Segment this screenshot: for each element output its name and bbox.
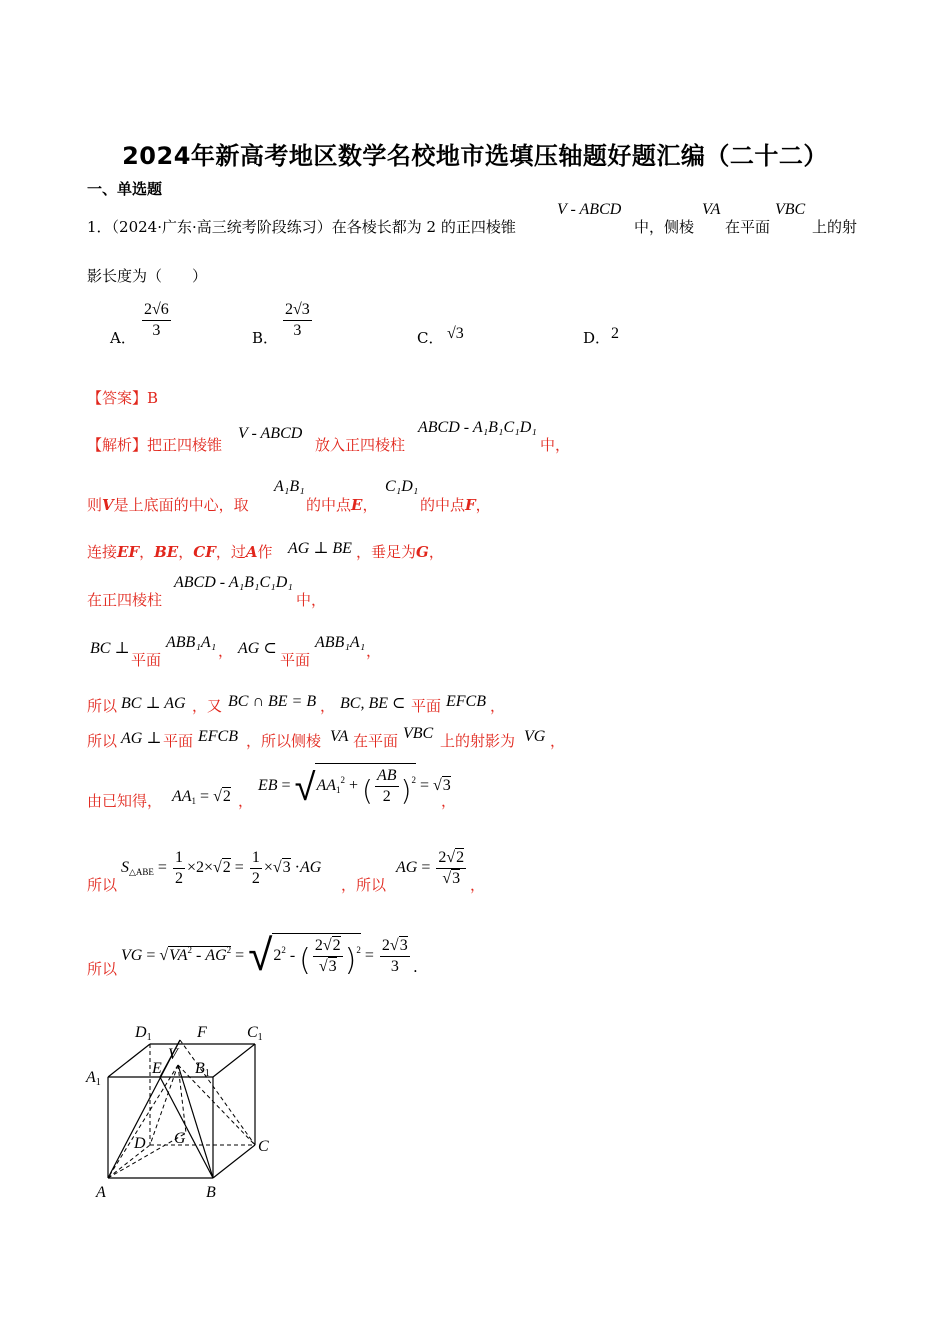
expr: BC, BE ⊂ bbox=[340, 695, 406, 712]
geometry-figure bbox=[80, 1015, 290, 1210]
edge-a1d1 bbox=[108, 1044, 150, 1077]
edge-va bbox=[108, 1065, 178, 1178]
analysis-text: . bbox=[413, 958, 418, 976]
analysis-text: 的中点F， bbox=[420, 496, 491, 514]
label-d: D bbox=[134, 1135, 146, 1152]
analysis-text: 平面 bbox=[131, 651, 162, 669]
expr: EFCB bbox=[198, 728, 238, 745]
analysis-text: 上的射影为 bbox=[440, 732, 516, 750]
expr-plane: VBC bbox=[775, 201, 806, 218]
option-b-value: $\frac{2√3}{3}$ bbox=[285, 301, 310, 339]
expr-edge: VA bbox=[702, 201, 721, 218]
analysis-text: 平面 bbox=[163, 732, 194, 750]
label-c: C bbox=[258, 1138, 269, 1155]
analysis-text: ， bbox=[490, 697, 506, 715]
question-line-2: 影长度为（ ） bbox=[87, 267, 208, 285]
answer-tag: 【答案】 bbox=[87, 389, 148, 407]
analysis-text: 中， bbox=[296, 591, 327, 609]
expr: ABCD - A₁B₁C₁D₁ bbox=[418, 419, 537, 436]
expr: EFCB bbox=[446, 693, 486, 710]
expr-pyramid: V - ABCD bbox=[557, 201, 622, 218]
analysis-line-9: 所以 bbox=[87, 876, 118, 894]
expr-aa1: $AA_1 = √2$ bbox=[172, 788, 231, 806]
expr-area: $S_{\triangle ABE}$ = $\frac{1}{2}$ ×2×√2 = $\frac{1}{2}$ ×√3 ·AG bbox=[121, 849, 322, 887]
expr: ABCD - A₁B₁C₁D₁ bbox=[174, 574, 293, 591]
analysis-text: 平面 bbox=[280, 651, 311, 669]
analysis-line-4: 在正四棱柱 bbox=[87, 591, 163, 609]
expr: VA bbox=[330, 728, 349, 745]
expr-vg: VG = $√VA^2 - AG^2 = √2^2$ - ( $\frac{2√2}{√3}$ )$^2$ = $\frac{2√3}{3}$ bbox=[121, 930, 408, 981]
label-b1: B1 bbox=[195, 1060, 210, 1079]
analysis-text: 在平面 bbox=[353, 732, 399, 750]
analysis-text: 的中点E， bbox=[306, 496, 378, 514]
analysis-text: ， bbox=[366, 642, 382, 660]
edge-vg bbox=[178, 1065, 186, 1133]
analysis-line-1: 【解析】把正四棱锥 bbox=[87, 436, 223, 454]
question-text: 在各棱长都为 2 的正四棱锥 bbox=[331, 218, 516, 236]
analysis-text: ， bbox=[441, 792, 457, 810]
label-a: A bbox=[96, 1184, 106, 1201]
expr: AG ⊥ bbox=[121, 730, 162, 747]
label-b: B bbox=[206, 1184, 216, 1201]
option-a-value: $\frac{2√6}{3}$ bbox=[144, 301, 169, 339]
analysis-line-2: 则V是上底面的中心，取 bbox=[87, 496, 249, 514]
analysis-tag: 【解析】 bbox=[87, 436, 148, 454]
analysis-text: ， bbox=[320, 697, 336, 715]
edge-fc bbox=[180, 1040, 255, 1145]
analysis-line-7: 所以 bbox=[87, 732, 118, 750]
option-b-label: B． bbox=[252, 329, 279, 347]
analysis-line-3: 连接EF，BE，CF，过A作 bbox=[87, 543, 273, 561]
analysis-text: ， bbox=[550, 732, 566, 750]
label-d1: D1 bbox=[135, 1024, 152, 1043]
analysis-text: ， bbox=[238, 792, 254, 810]
expr: ABB₁A₁ bbox=[166, 634, 217, 651]
label-f: F bbox=[197, 1024, 207, 1041]
question-text: 上的射 bbox=[812, 218, 858, 236]
question-number: 1． bbox=[87, 218, 112, 236]
analysis-line-8: 由已知得， bbox=[87, 792, 163, 810]
expr: ABB₁A₁ bbox=[315, 634, 366, 651]
expr: AG ⊥ BE bbox=[288, 540, 352, 557]
analysis-text: ，所以 bbox=[341, 876, 387, 894]
expr: BC ⊥ bbox=[90, 640, 130, 657]
label-a1: A1 bbox=[86, 1069, 101, 1088]
analysis-text: 中， bbox=[540, 436, 571, 454]
expr-eb: EB = $√AA_1^2$ + ( $\frac{AB}{2}$ )$^2$ = √3 bbox=[258, 763, 451, 813]
expr-ag: AG = $\frac{2√2}{√3}$ bbox=[396, 849, 465, 887]
analysis-line-10: 所以 bbox=[87, 960, 118, 978]
expr: V - ABCD bbox=[238, 425, 303, 442]
option-c-label: C． bbox=[417, 329, 444, 347]
question-text: 中，侧棱 bbox=[634, 218, 695, 236]
label-v: V bbox=[168, 1046, 178, 1063]
analysis-text: ，所以侧棱 bbox=[246, 732, 322, 750]
analysis-line-6: 所以 bbox=[87, 697, 118, 715]
expr: C₁D₁ bbox=[385, 478, 419, 495]
edge-b1c1 bbox=[213, 1044, 255, 1077]
expr: VG bbox=[524, 728, 546, 745]
question-text: 在平面 bbox=[725, 218, 771, 236]
answer-line bbox=[87, 387, 158, 408]
question-line-1 bbox=[87, 216, 516, 237]
expr: AG ⊂ bbox=[238, 640, 277, 657]
section-heading: 一、单选题 bbox=[87, 180, 163, 198]
label-c1: C1 bbox=[247, 1024, 263, 1043]
expr: VBC bbox=[403, 725, 434, 742]
option-d-value: 2 bbox=[611, 325, 619, 342]
page-title: 2024年新高考地区数学名校地市选填压轴题好题汇编（二十二） bbox=[122, 142, 828, 170]
expr: BC ⊥ AG bbox=[121, 695, 186, 712]
analysis-text: ，又 bbox=[192, 697, 223, 715]
expr: A₁B₁ bbox=[274, 478, 305, 495]
analysis-text: ， bbox=[470, 876, 486, 894]
analysis-text: ， bbox=[218, 642, 234, 660]
label-e: E bbox=[152, 1060, 162, 1077]
label-g: G bbox=[174, 1130, 186, 1147]
option-a-label: A． bbox=[110, 329, 136, 347]
option-c-value: √3 bbox=[447, 325, 464, 342]
analysis-text: ，垂足为G， bbox=[356, 543, 444, 561]
option-d-label: D． bbox=[583, 329, 611, 347]
edge-bc bbox=[213, 1145, 255, 1178]
answer-value: B bbox=[147, 389, 159, 407]
analysis-text: 平面 bbox=[411, 697, 442, 715]
analysis-text: 放入正四棱柱 bbox=[315, 436, 406, 454]
question-source: （2024·广东·高三统考阶段练习） bbox=[111, 218, 332, 236]
expr: BC ∩ BE = B bbox=[228, 693, 317, 710]
